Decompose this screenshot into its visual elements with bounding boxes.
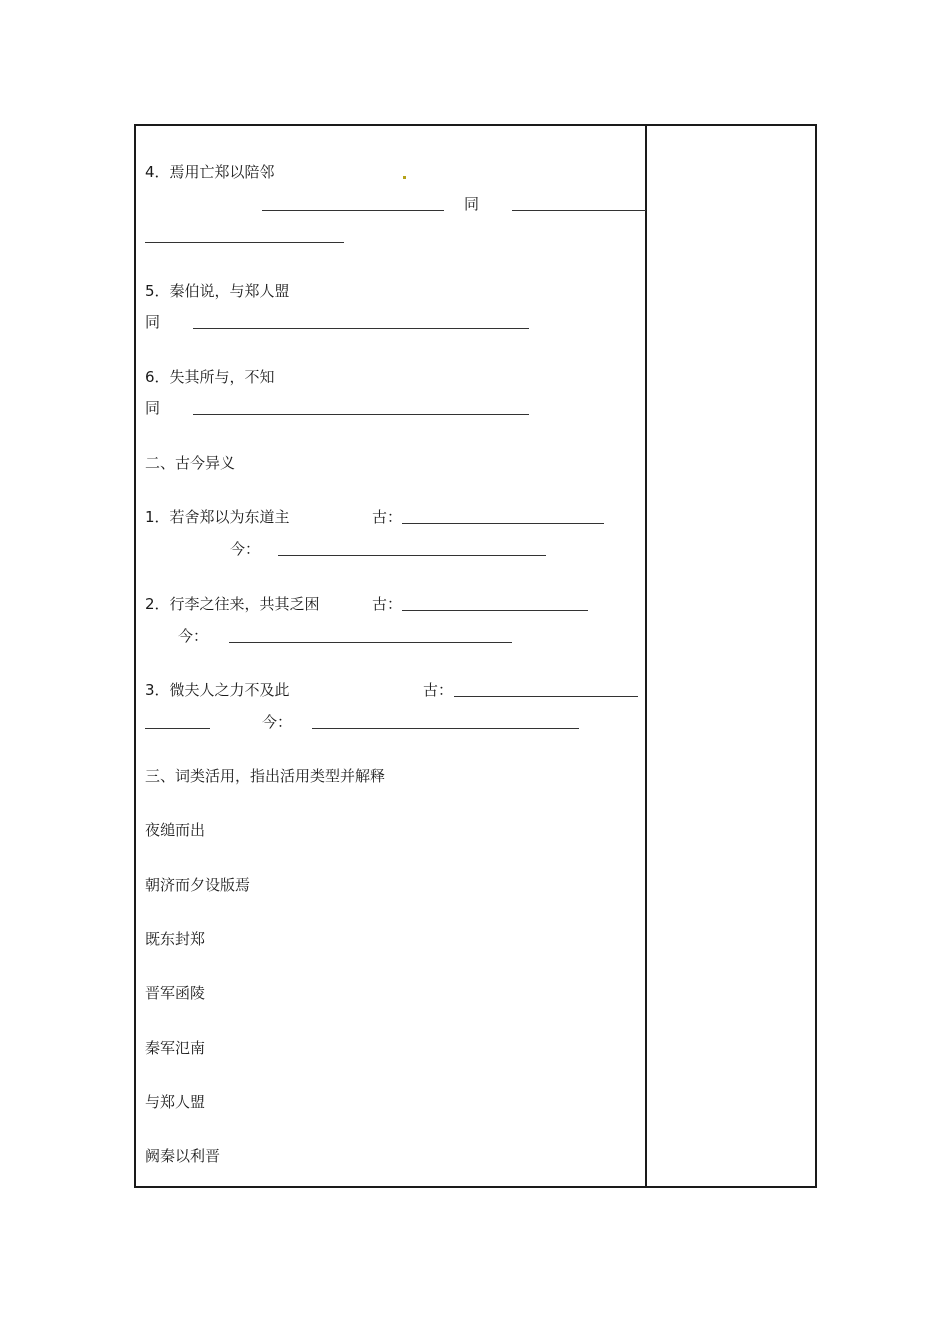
s3-item: 秦军氾南	[145, 1039, 206, 1057]
q4-blank-1[interactable]	[262, 210, 444, 211]
s2-item2-jin-label: 今：	[178, 627, 209, 645]
s3-item: 与郑人盟	[145, 1093, 206, 1111]
s3-item: 阙秦以利晋	[145, 1147, 221, 1165]
s2-item2-gu-label: 古：	[372, 595, 403, 613]
section2-title: 二、古今异义	[145, 454, 236, 472]
s2-item3-gu-blank-cont[interactable]	[145, 728, 210, 729]
s2-item1-gu-blank[interactable]	[402, 523, 604, 524]
s3-item: 朝济而夕设版焉	[145, 876, 251, 894]
s2-item3-gu-blank[interactable]	[454, 696, 638, 697]
s2-item1-jin-blank[interactable]	[278, 555, 546, 556]
q6-text: 6．失其所与，不知	[145, 368, 275, 386]
q5-text: 5．秦伯说，与郑人盟	[145, 282, 290, 300]
s2-item3-gu-label: 古：	[423, 681, 454, 699]
s3-item: 晋军函陵	[145, 984, 206, 1002]
s2-item1-text: 1．若舍郑以为东道主	[145, 508, 290, 526]
column-divider	[645, 126, 647, 1186]
s2-item2-jin-blank[interactable]	[229, 642, 512, 643]
q6-same-label: 同	[145, 399, 161, 417]
mark-dot	[403, 176, 406, 179]
s2-item1-gu-label: 古：	[372, 508, 403, 526]
q4-same-label: 同	[464, 195, 480, 213]
s2-item2-gu-blank[interactable]	[402, 610, 588, 611]
q4-blank-3[interactable]	[145, 242, 344, 243]
section3-title: 三、词类活用，指出活用类型并解释	[145, 767, 386, 785]
s3-item: 夜缒而出	[145, 821, 206, 839]
s2-item3-jin-blank[interactable]	[312, 728, 579, 729]
s2-item3-jin-label: 今：	[262, 713, 293, 731]
s3-item: 既东封郑	[145, 930, 206, 948]
q5-same-label: 同	[145, 313, 161, 331]
q5-blank[interactable]	[193, 328, 529, 329]
s2-item2-text: 2．行李之往来，共其乏困	[145, 595, 320, 613]
q4-blank-2[interactable]	[512, 210, 646, 211]
s2-item3-text: 3．微夫人之力不及此	[145, 681, 290, 699]
s2-item1-jin-label: 今：	[230, 540, 261, 558]
q4-text: 4．焉用亡郑以陪邻	[145, 163, 275, 181]
q6-blank[interactable]	[193, 414, 529, 415]
